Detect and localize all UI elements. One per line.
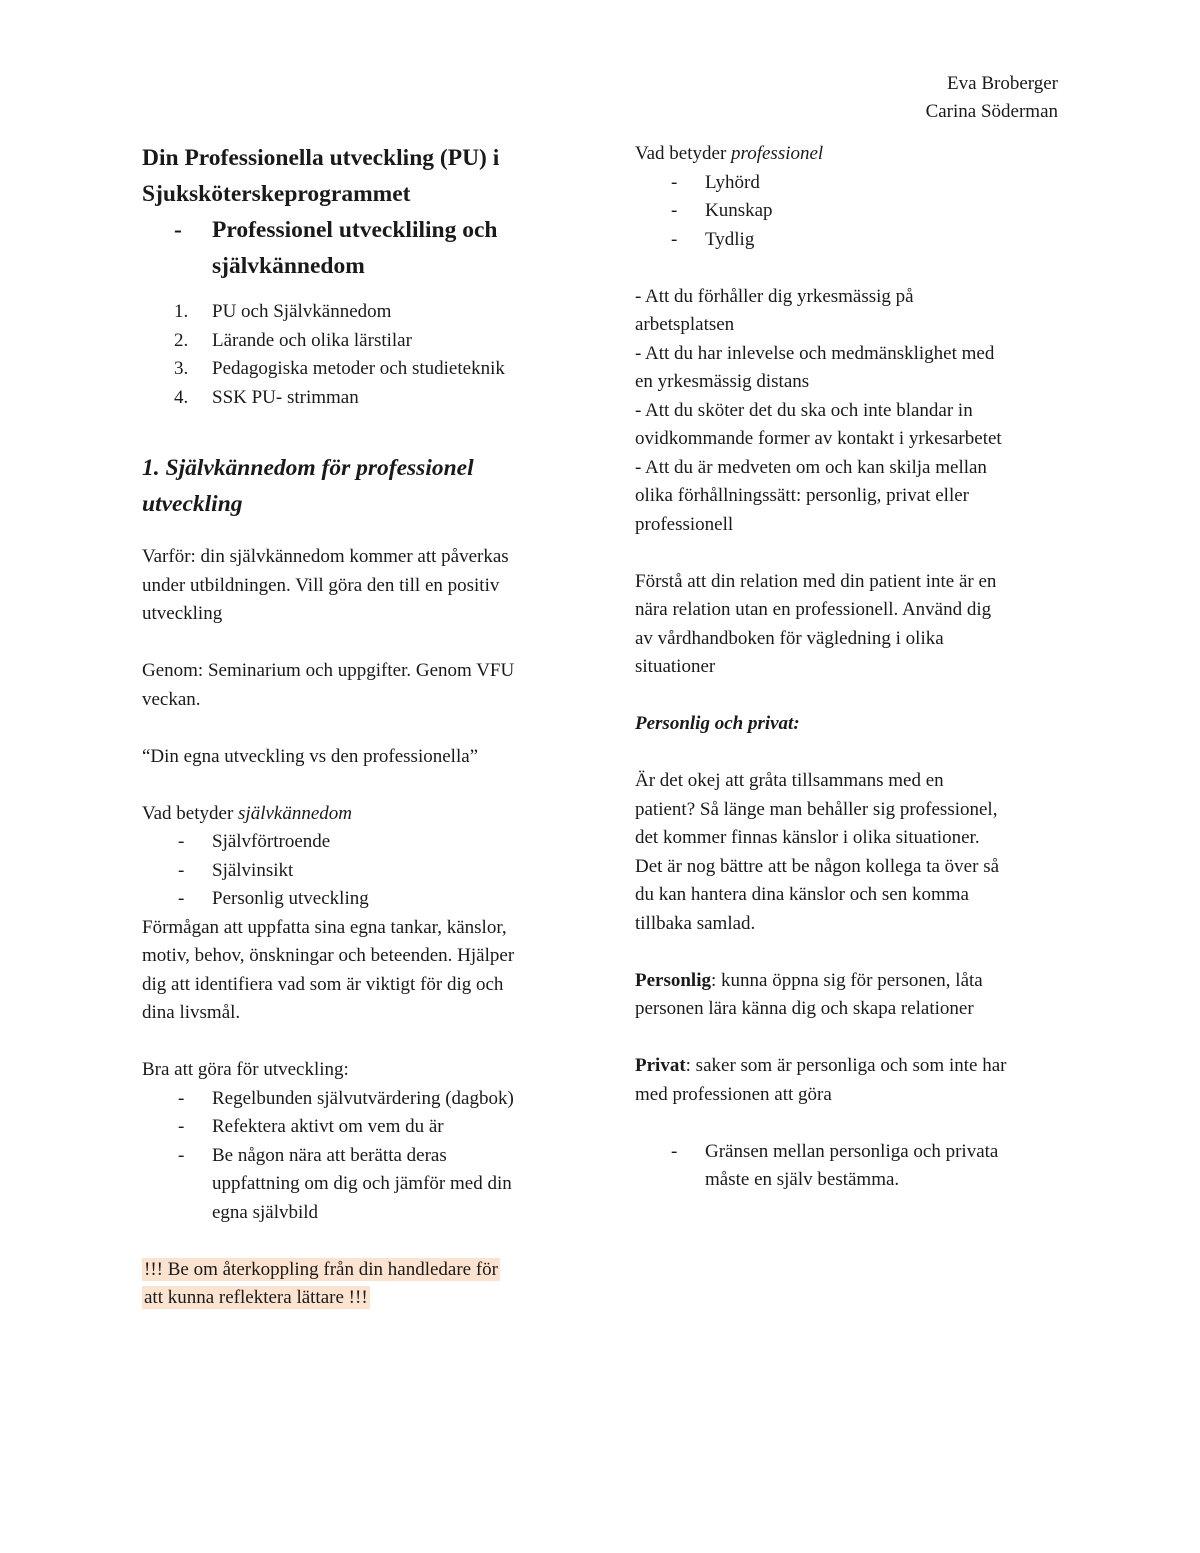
toc-item [142,327,572,356]
list-item [142,828,572,857]
title-line: Sjuksköterskeprogrammet [142,181,411,207]
toc-item [142,298,572,327]
text-line: du kan hantera dina känslor och sen komma [635,884,969,905]
list-item [635,226,1065,255]
list-item-text: Regelbunden självutvärdering (dagbok) [212,1087,514,1109]
subheading-personlig-och-privat: Personlig och privat: [635,713,800,734]
bra-att-gora-heading: Bra att göra för utveckling: [142,1059,349,1080]
list-item-text: Självinsikt [212,859,294,881]
list-item-text: Personlig utveckling [212,888,369,909]
dash-bullet: - [178,888,185,909]
gransen-list [635,1138,1065,1195]
dash-bullet: - [671,200,678,221]
toc-number: 1. [174,301,189,322]
section-heading [142,450,572,522]
document-title [142,140,572,212]
left-column [142,140,572,1313]
sjalvkannedom-list [142,828,572,914]
list-item [142,857,572,886]
list-item [142,885,572,914]
right-column [635,140,1065,1195]
text-line: arbetsplatsen [635,314,735,335]
term-label: Privat [635,1055,686,1076]
dash-bullet: - [178,831,185,852]
text-line: - Att du är medveten om och kan skilja mellan [635,456,987,478]
text-line: med professionen att göra [635,1083,832,1105]
toc-number: 2. [174,329,189,351]
text-line: nära relation utan en professionell. Använd dig [635,599,992,620]
paragraph-att-du [635,283,1065,540]
list-item [142,1142,572,1228]
text-line: situationer [635,656,716,677]
text-line: : saker som är personliga och som inte har [685,1055,1007,1076]
paragraph-privat [635,1052,1065,1109]
list-item-text: Gränsen mellan personliga och privata [705,1140,999,1162]
text-line: av vårdhandboken för vägledning i olika [635,627,944,649]
term-label: Personlig [635,969,711,991]
subtitle-line: självkännedom [212,253,365,279]
defined-term: självkännedom [238,802,353,824]
list-item-text: Självförtroende [212,831,331,852]
list-item-text: Be någon nära att berätta deras [212,1144,447,1166]
dash-bullet: - [671,228,678,250]
highlighted-text: att kunna reflektera lättare !!! [144,1287,368,1308]
title-line: Din Professionella utveckling (PU) i [142,145,500,171]
list-item [142,1113,572,1142]
section-heading-line: 1. Självkännedom för professionel [142,455,474,481]
definition-heading [142,800,572,829]
paragraph-personlig [635,967,1065,1024]
author-name: Carina Söderman [925,101,1058,122]
text-line: patient? Så länge man behåller sig professionel, [635,798,998,820]
text-line: - Att du förhåller dig yrkesmässig på [635,285,914,307]
table-of-contents [142,298,572,412]
professionel-list [635,169,1065,255]
text-line: ovidkommande former av kontakt i yrkesarbetet [635,428,1002,449]
author-name: Eva Broberger [947,73,1058,94]
text-line: personen lära känna dig och skapa relationer [635,998,974,1019]
dash-bullet: - [178,1116,185,1137]
list-item-text: Refektera aktivt om vem du är [212,1116,444,1137]
dash-bullet: - [178,859,185,881]
text-line: veckan. [142,688,201,710]
text-line: dina livsmål. [142,1002,241,1023]
text-line: Vad betyder [635,143,732,164]
text-line: - Att du sköter det du ska och inte blandar in [635,399,973,421]
document-subtitle [142,212,572,284]
dash-bullet: - [671,171,678,193]
toc-item [142,384,572,413]
text-line: dig att identifiera vad som är viktigt för dig och [142,973,504,995]
text-line: olika förhållningssätt: personlig, privat eller [635,485,970,506]
text-line: Varför: din självkännedom kommer att påverkas [142,546,509,567]
text-line: Vad betyder [142,802,239,824]
paragraph-formagan [142,914,572,1028]
text-line: utveckling [142,603,223,624]
dash-bullet: - [174,217,182,243]
text-line: Förstå att din relation med din patient inte är en [635,570,997,592]
paragraph-genom [142,657,572,714]
bra-att-gora-list [142,1085,572,1228]
toc-text: Lärande och olika lärstilar [212,329,412,351]
text-line: tillbaka samlad. [635,912,756,934]
paragraph-ar-det-okej [635,767,1065,938]
text-line: Förmågan att uppfatta sina egna tankar, känslor, [142,916,507,938]
toc-number: 3. [174,358,189,379]
highlighted-text: !!! Be om återkoppling från din handledare för [144,1258,499,1280]
quote-text: “Din egna utveckling vs den professionella” [142,745,479,767]
toc-text: PU och Självkännedom [212,301,392,322]
text-line: Är det okej att gråta tillsammans med en [635,770,944,791]
list-item-text: måste en själv bestämma. [705,1169,900,1190]
dash-bullet: - [178,1144,185,1166]
toc-item [142,355,572,384]
dash-bullet: - [671,1140,678,1162]
text-line: professionell [635,513,734,535]
text-line: Genom: Seminarium och uppgifter. Genom VFU [142,660,515,681]
list-item-text: Lyhörd [705,171,760,193]
list-item-text: Tydlig [705,228,755,250]
list-item [635,169,1065,198]
list-item-text: egna självbild [212,1201,319,1223]
paragraph-varfor [142,543,572,629]
text-line: Det är nog bättre att be någon kollega ta över så [635,855,1000,877]
text-line: motiv, behov, önskningar och beteenden. Hjälper [142,945,515,966]
list-item [635,197,1065,226]
list-item-text: uppfattning om dig och jämför med din [212,1173,512,1194]
subtitle-line: Professionel utveckliling och [212,217,498,243]
text-line: under utbildningen. Vill göra den till en positiv [142,574,500,596]
dash-bullet: - [178,1087,185,1109]
toc-text: Pedagogiska metoder och studieteknik [212,358,505,379]
list-item [635,1138,1065,1195]
toc-number: 4. [174,386,189,408]
page-header [926,70,1058,126]
definition-heading [635,140,1065,169]
defined-term: professionel [731,143,824,164]
toc-text: SSK PU- strimman [212,386,359,408]
text-line: : kunna öppna sig för personen, låta [711,969,983,991]
list-item [142,1085,572,1114]
text-line: - Att du har inlevelse och medmänsklighet med [635,342,995,364]
section-heading-line: utveckling [142,491,243,517]
text-line: en yrkesmässig distans [635,371,810,392]
highlighted-reminder [142,1256,572,1313]
text-line: det kommer finnas känslor i olika situationer. [635,827,980,848]
list-item-text: Kunskap [705,200,773,221]
paragraph-forsta [635,568,1065,682]
